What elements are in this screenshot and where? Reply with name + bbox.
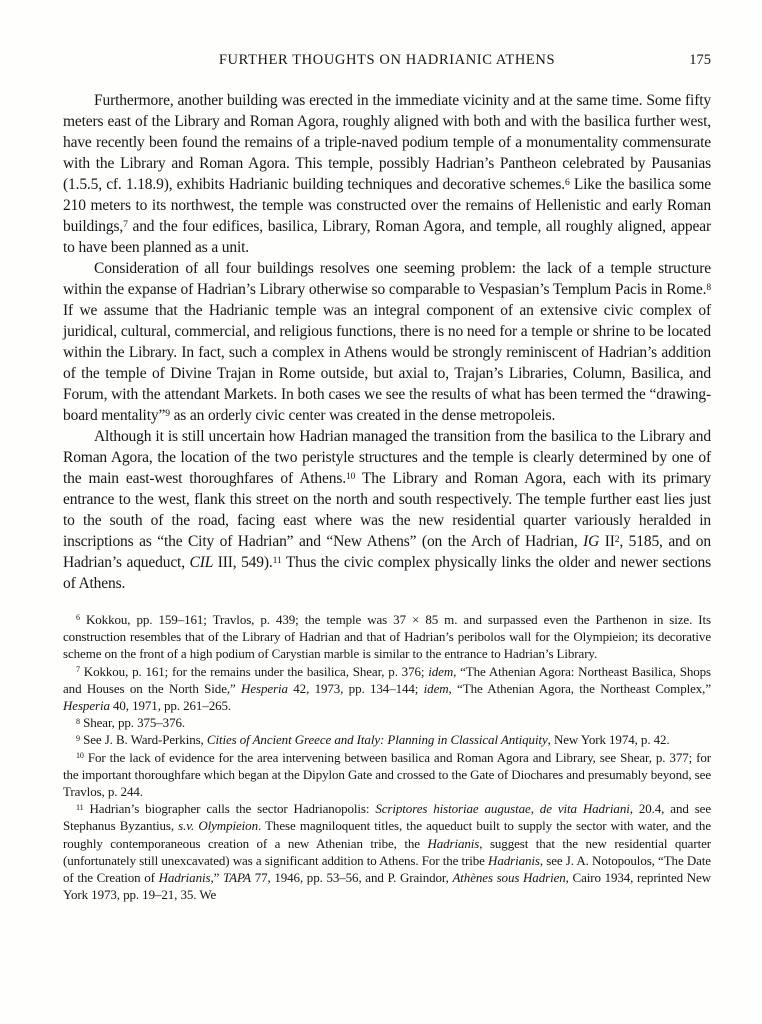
page-number: 175	[689, 52, 711, 68]
article-body	[63, 90, 711, 594]
body-paragraph-1: Furthermore, another building was erected in the immediate vicinity and at the same time. Some fifty meters east of the Library and Roman Agora, roughly aligned with both and with the basilica further west, have recently been found the remains of a triple-naved podium temple of a monumentality commensurate with the Library and Roman Agora. This temple, possibly Hadrian’s Pantheon celebrated by Pausanias (1.5.5, cf. 1.18.9), exhibits Hadrianic building techniques and decorative schemes.$^6$ Like the basilica some 210 meters to its northwest, the temple was constructed over the remains of Hellenistic and early Roman buildings,$^7$ and the four edifices, basilica, Library, Roman Agora, and temple, all roughly aligned, appear to have been planned as a unit.	[63, 92, 711, 256]
footnotes-section	[63, 611, 711, 903]
body-paragraph-3: Although it is still uncertain how Hadrian managed the transition from the basilica to the Library and Roman Agora, the location of the two peristyle structures and the temple is clearly determined by one of the main east-west thoroughfares of Athens.$^{10}$ The Library and Roman Agora, each with its primary entrance to the west, flank this street on the north and south respectively. The temple further east lies just to the south of the road, facing east where was the new residential quarter variously heralded in inscriptions as “the City of Hadrian” and “New Athens” (on the Arch of Hadrian, IG $II^2$, 5185, and on Hadrian’s aqueduct, CIL III, 549).$^{11}$ Thus the civic complex physically links the older and newer sections of Athens.	[63, 428, 712, 592]
text-block	[63, 52, 711, 903]
footnote-9: $^9$ See J. B. Ward-Perkins, Cities of Ancient Greece and Italy: Planning in Classical Antiquity, New York 1974, p. 42.	[76, 732, 670, 748]
footnote-10: $^{10}$ For the lack of evidence for the area intervening between basilica and Roman Agora and Library, see Shear, p. 377; for the important thoroughfare which began at the Dipylon Gate and crossed to the Gate of Diochares and presumably beyond, see Travlos, p. 244.	[63, 749, 711, 800]
body-paragraph-2: Consideration of all four buildings resolves one seeming problem: the lack of a temple structure within the expanse of Hadrian’s Library otherwise so comparable to Vespasian’s Templum Pacis in Rome.$^8$ If we assume that the Hadrianic temple was an integral component of an extensive civic complex of juridical, cultural, commercial, and religious functions, there is no need for a temple or shrine to be located within the Library. In fact, such a complex in Athens would be strongly reminiscent of Hadrian’s addition of the temple of Divine Trajan in Rome outside, but axial to, Trajan’s Libraries, Column, Basilica, and Forum, with the attendant Markets. In both cases we see the results of what has been termed the “drawing-board mentality”$^9$ as an orderly civic center was created in the dense metropoleis.	[63, 260, 711, 424]
running-title: FURTHER THOUGHTS ON HADRIANIC ATHENS	[218, 52, 556, 68]
footnote-11: $^{11}$ Hadrian’s biographer calls the sector Hadrianopolis: Scriptores historiae augustae, de vita Hadriani, 20.4, and see Stephanus Byzantius, s.v. Olympieion. These magniloquent titles, the aqueduct built to supply the sector with water, and the roughly contemporaneous creation of a new Athenian tribe, the Hadrianis, suggest that the new residential quarter (unfortunately still unexcavated) was a significant addition to Athens. For the tribe Hadrianis, see J. A. Notopoulos, “The Date of the Creation of Hadrianis,” TAPA 77, 1946, pp. 53–56, and P. Graindor, Athènes sous Hadrien, Cairo 1934, reprinted New York 1973, pp. 19–21, 35. We	[63, 801, 711, 903]
page-header	[63, 52, 711, 69]
footnote-7: $^7$ Kokkou, p. 161; for the remains under the basilica, Shear, p. 376; idem, “The Athenian Agora: Northeast Basilica, Shops and Houses on the North Side,” Hesperia 42, 1973, pp. 134–144; idem, “The Athenian Agora, the Northeast Complex,” Hesperia 40, 1971, pp. 261–265.	[63, 663, 711, 714]
footnote-8: $^8$ Shear, pp. 375–376.	[76, 715, 186, 731]
footnote-6: $^6$ Kokkou, pp. 159–161; Travlos, p. 439; the temple was 37 × 85 m. and surpassed even the Parthenon in size. Its construction resembles that of the Library of Hadrian and that of Hadrian’s peribolos wall for the Olympieion; its decorative scheme on the front of a high podium of Carystian marble is similar to the entrance to Hadrian’s Library.	[63, 612, 711, 662]
